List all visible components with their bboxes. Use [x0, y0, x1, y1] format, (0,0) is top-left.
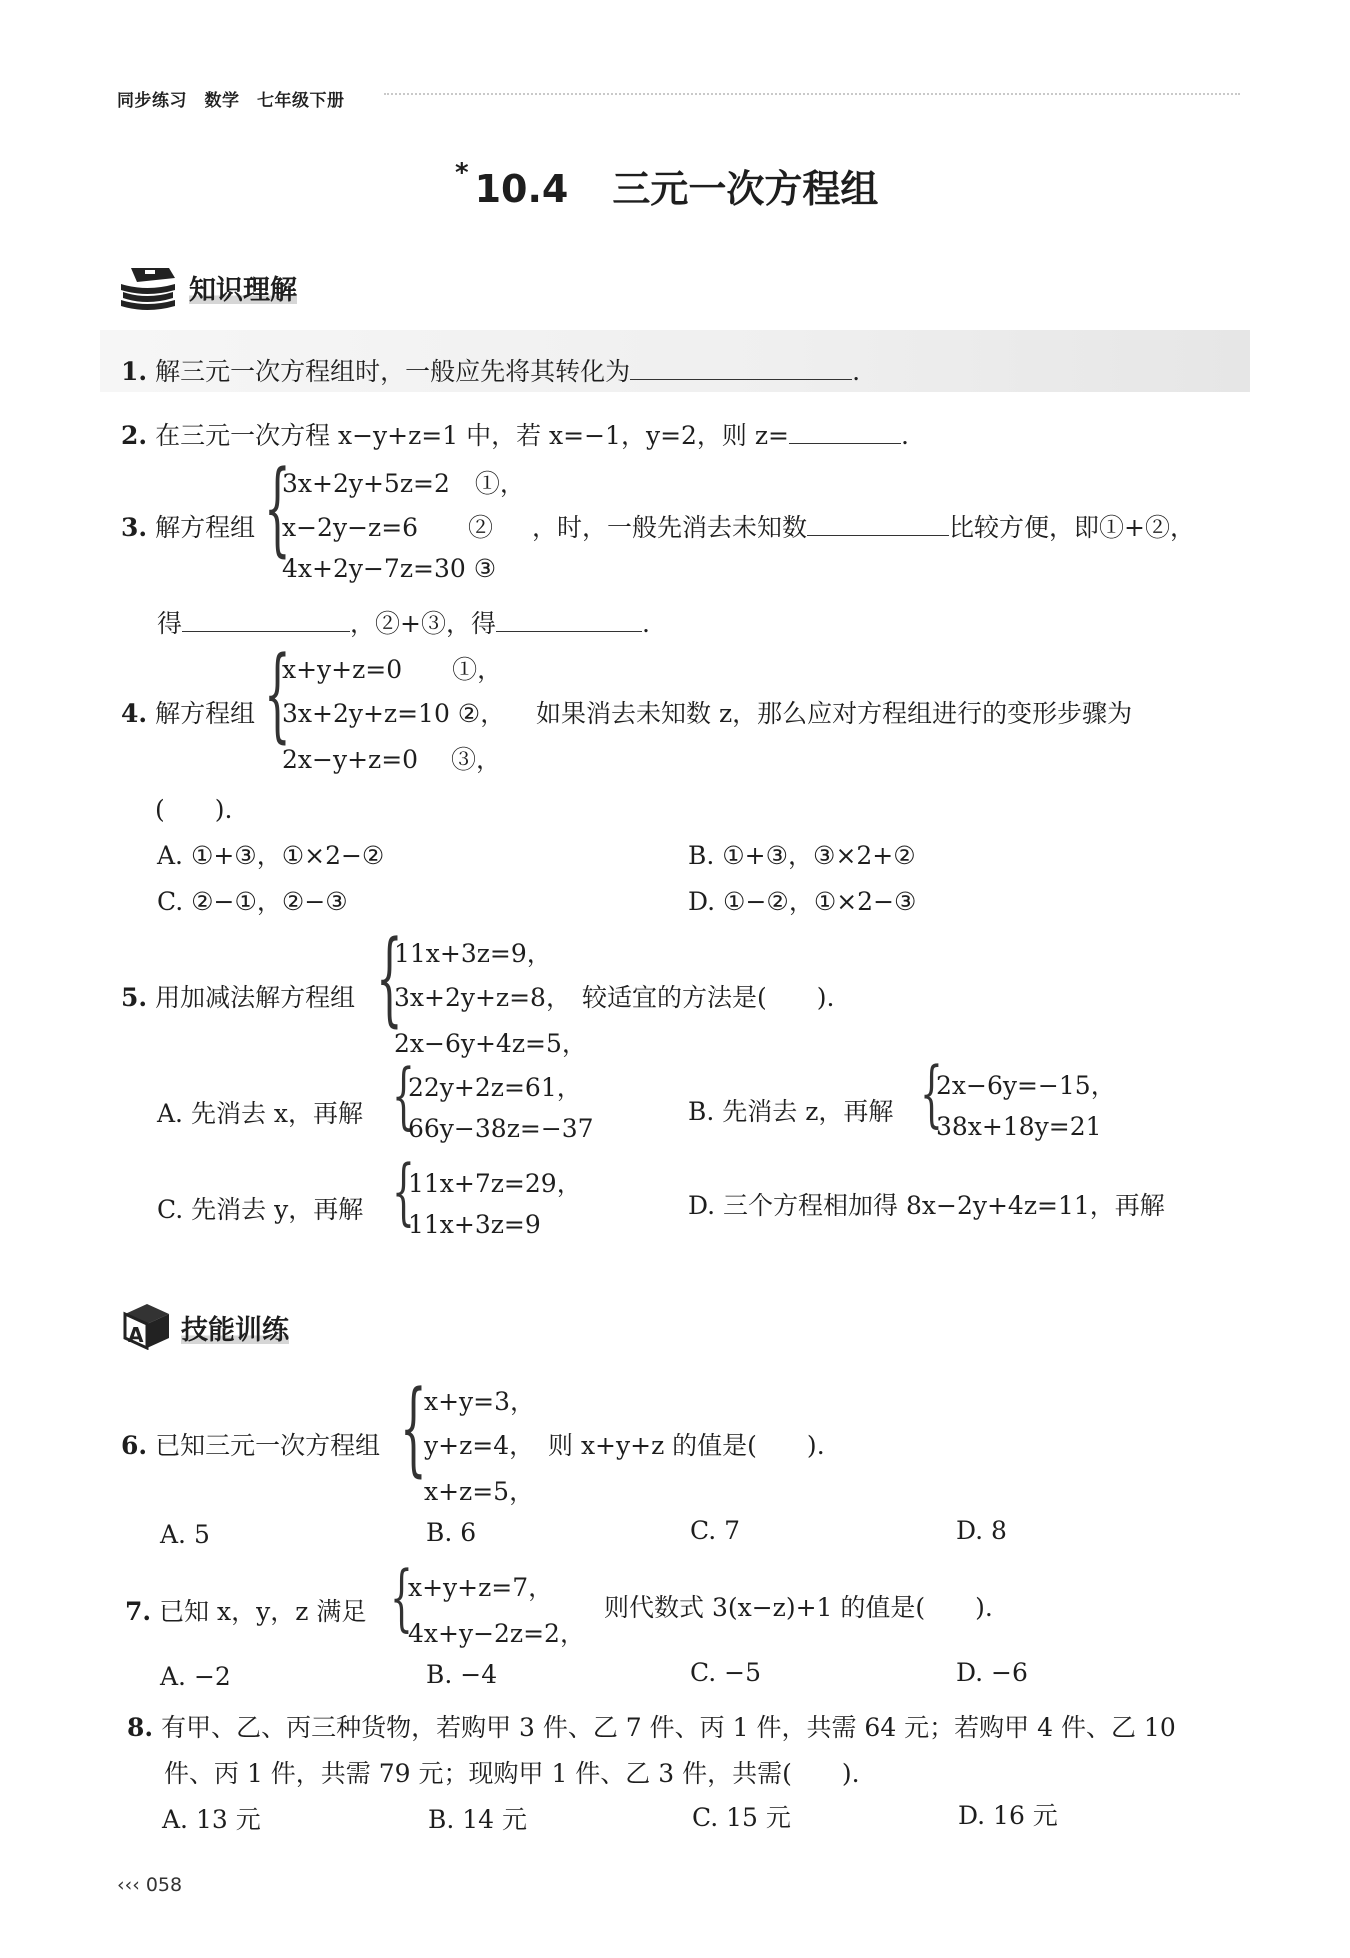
q2-text: 在三元一次方程 x−y+z=1 中，若 x=−1，y=2，则 z=	[155, 421, 789, 450]
q7-eq-2: 4x+y−2z=2，	[408, 1619, 585, 1648]
q4-text: 如果消去未知数 z，那么应对方程组进行的变形步骤为	[536, 699, 1133, 728]
q7-option-b[interactable]: B. −4	[426, 1660, 498, 1689]
question-2	[121, 416, 909, 452]
q5-eq-1: 11x+3z=9，	[394, 939, 552, 968]
q7-number: 7.	[125, 1597, 152, 1626]
q6-eq-1: x+y=3，	[424, 1387, 536, 1416]
page-title	[455, 158, 878, 213]
q5-eq-2: 3x+2y+z=8，	[394, 983, 571, 1012]
q6-option-a[interactable]: A. 5	[160, 1520, 210, 1549]
q8-option-c[interactable]: C. 15 元	[692, 1803, 791, 1832]
q7-eq-1: x+y+z=7，	[408, 1573, 554, 1602]
header-divider	[384, 93, 1240, 95]
q6-option-c[interactable]: C. 7	[690, 1516, 741, 1545]
q2-blank[interactable]	[789, 421, 901, 444]
title-star: *	[455, 158, 469, 188]
q5-option-b[interactable]: B. 先消去 z，再解	[688, 1097, 894, 1126]
section-skills-label: 技能训练	[181, 1308, 289, 1347]
q7-lead: 已知 x，y，z 满足	[159, 1597, 367, 1626]
q5-option-a-eq-1: 22y+2z=61，	[408, 1073, 582, 1102]
q5-option-c-eq-1: 11x+7z=29，	[408, 1169, 582, 1198]
q4-paren[interactable]: ( ).	[155, 795, 233, 824]
q4-eq-3: 2x−y+z=0 ③，	[282, 745, 501, 774]
q4-option-b[interactable]: B. ①+③，③×2+②	[688, 841, 916, 870]
question-1	[121, 352, 860, 388]
q8-option-d[interactable]: D. 16 元	[958, 1801, 1058, 1830]
q7-text: 则代数式 3(x−z)+1 的值是( ).	[604, 1593, 993, 1622]
q4-eq-1: x+y+z=0 ①，	[282, 655, 503, 684]
q6-eq-2: y+z=4，	[424, 1431, 535, 1460]
q5-text: 较适宜的方法是( ).	[582, 983, 835, 1012]
title-text: 三元一次方程组	[612, 167, 879, 211]
q4-eq-2: 3x+2y+z=10 ②，	[282, 699, 506, 728]
q5-option-b-eq-2: 38x+18y=21	[936, 1112, 1102, 1141]
q5-option-c[interactable]: C. 先消去 y，再解	[157, 1195, 364, 1224]
q5-option-b-brace: {	[920, 1052, 943, 1136]
question-7	[125, 1592, 366, 1628]
q7-option-c[interactable]: C. −5	[690, 1658, 761, 1687]
q7-brace: {	[390, 1556, 413, 1640]
q3-eq-3: 4x+2y−7z=30 ③	[282, 554, 497, 583]
footer-arrows-icon: ‹‹‹	[117, 1874, 140, 1896]
q5-brace: {	[376, 919, 403, 1038]
q6-eq-3: x+z=5，	[424, 1477, 535, 1506]
title-number: 10.4	[474, 167, 569, 211]
q5-eq-3: 2x−6y+4z=5，	[394, 1029, 587, 1058]
q3-continuation: ，时，一般先消去未知数 比较方便，即①+②，	[532, 513, 1195, 542]
q4-brace: {	[264, 635, 291, 754]
q3-eq-1: 3x+2y+5z=2 ①，	[282, 469, 525, 498]
q6-option-d[interactable]: D. 8	[956, 1516, 1007, 1545]
q5-option-c-eq-2: 11x+3z=9	[408, 1210, 541, 1239]
q3-brace: {	[264, 449, 291, 568]
q8-line-2: 件、丙 1 件，共需 79 元；现购甲 1 件、乙 3 件，共需( ).	[164, 1759, 860, 1788]
q3-lead: 解方程组	[155, 513, 256, 542]
running-header: 同步练习 数学 七年级下册	[117, 91, 345, 111]
q1-end: .	[852, 357, 861, 386]
q3-mid: 时，一般先消去未知数	[557, 513, 808, 542]
q4-option-a[interactable]: A. ①+③，①×2−②	[157, 841, 385, 870]
q8-option-a[interactable]: A. 13 元	[162, 1805, 261, 1834]
q5-option-c-brace: {	[392, 1150, 415, 1234]
q8-line-1: 有甲、乙、丙三种货物，若购甲 3 件、乙 7 件、丙 1 件，共需 64 元；若购甲 4 件、乙 10	[161, 1713, 1176, 1742]
q3-number: 3.	[121, 513, 148, 542]
q3-eq-2: x−2y−z=6 ②	[282, 513, 494, 542]
question-5	[121, 978, 355, 1014]
q5-option-d[interactable]: D. 三个方程相加得 8x−2y+4z=11，再解	[688, 1191, 1165, 1220]
q3-line2a: 得	[157, 609, 183, 638]
question-3	[121, 508, 255, 544]
q7-option-d[interactable]: D. −6	[956, 1658, 1028, 1687]
q1-number: 1.	[121, 357, 148, 386]
q5-option-b-eq-1: 2x−6y=−15，	[936, 1071, 1116, 1100]
q8-option-b[interactable]: B. 14 元	[428, 1805, 528, 1834]
svg-text:A: A	[128, 1323, 144, 1347]
q2-end: .	[901, 421, 909, 450]
q3-blank-3[interactable]	[496, 609, 642, 632]
cube-a-icon	[121, 1300, 173, 1350]
question-6	[121, 1426, 380, 1462]
q1-blank[interactable]	[630, 357, 852, 380]
page-number: 058	[145, 1874, 183, 1896]
books-icon	[117, 264, 179, 310]
q8-number: 8.	[127, 1713, 154, 1742]
q4-number: 4.	[121, 699, 148, 728]
q6-option-b[interactable]: B. 6	[426, 1518, 477, 1547]
q6-lead: 已知三元一次方程组	[155, 1431, 381, 1460]
q3-tail: 比较方便，即①+②，	[949, 513, 1195, 542]
q7-option-a[interactable]: A. −2	[160, 1662, 231, 1691]
q6-text: 则 x+y+z 的值是( ).	[548, 1431, 825, 1460]
q6-brace: {	[400, 1369, 427, 1488]
section-knowledge-label: 知识理解	[189, 268, 297, 307]
q3-end: .	[641, 609, 650, 638]
q5-option-a-eq-2: 66y−38z=−37	[408, 1114, 594, 1143]
q6-number: 6.	[121, 1431, 148, 1460]
q1-text: 解三元一次方程组时，一般应先将其转化为	[155, 357, 631, 386]
q4-lead: 解方程组	[155, 699, 256, 728]
q5-option-a-brace: {	[392, 1054, 415, 1138]
q3-line-2	[157, 604, 650, 640]
q5-lead: 用加减法解方程组	[155, 983, 356, 1012]
q5-number: 5.	[121, 983, 148, 1012]
q2-number: 2.	[121, 421, 148, 450]
page-footer	[117, 1874, 182, 1896]
q3-blank-2[interactable]	[182, 609, 350, 632]
q4-option-d[interactable]: D. ①−②，①×2−③	[688, 887, 917, 916]
question-4	[121, 694, 255, 730]
q4-option-c[interactable]: C. ②−①，②−③	[157, 887, 348, 916]
q5-option-a[interactable]: A. 先消去 x，再解	[157, 1099, 363, 1128]
question-8	[127, 1708, 1176, 1744]
q3-blank-1[interactable]	[807, 513, 949, 536]
q3-line2b: ，②+③，得	[350, 609, 496, 638]
